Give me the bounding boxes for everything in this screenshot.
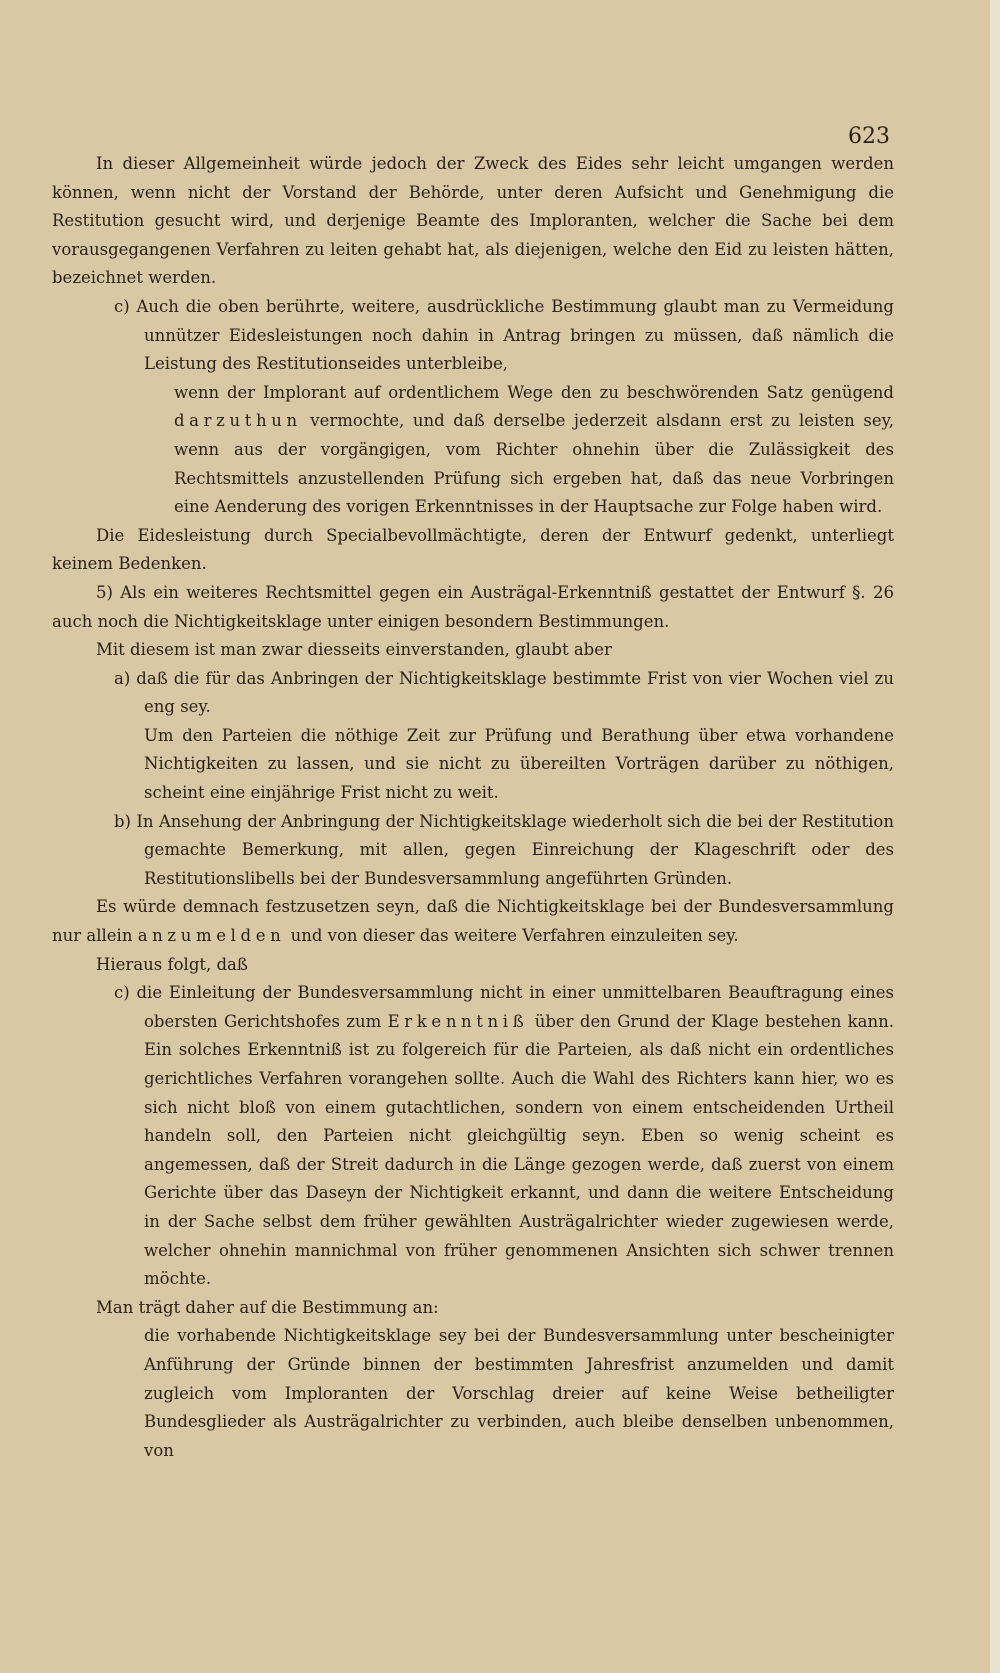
paragraph: Um den Parteien die nöthige Zeit zur Prüfung und Berathung über etwa vorhandene Nichtigkeiten zu lassen, und sie nicht zu übereilten Vorträgen darüber zu nöthigen, scheint eine einjährige Frist nicht zu weit. [144, 725, 894, 803]
list-item-a: a) daß die für das Anbringen der Nichtigkeitsklage bestimmte Frist von vier Wochen viel zu eng sey. [114, 668, 894, 717]
condition-text: wenn der Implorant auf ordentlichem Wege den zu beschwörenden Satz genügend [174, 382, 894, 402]
paragraph: Hieraus folgt, daß [96, 954, 248, 974]
paragraph: In dieser Allgemeinheit würde jedoch der Zweck des Eides sehr leicht umgangen werden können, wenn nicht der Vorstand der Behörde, unter deren Aufsicht und Genehmigung die Restitution gesucht wird, und derjenige Beamte des Imploranten, welcher die Sache bei dem vorausgegangenen Verfahren zu leiten gehabt hat, als diejenigen, welche den Eid zu leisten hätten, bezeichnet werden. [52, 154, 894, 288]
list-item-b: b) In Ansehung der Anbringung der Nichtigkeitsklage wiederholt sich die bei der Restitution gemachte Bemerkung, mit allen, gegen Einreichung der Klageschrift oder des Restitutionslibells bei der Bundesversammlung angeführten Gründen. [114, 811, 894, 888]
paragraph: 5) Als ein weiteres Rechtsmittel gegen ein Austrägal-Erkenntniß gestattet der Entwurf §. 26 auch noch die Nichtigkeitsklage unter einigen besondern Bestimmungen. [52, 582, 894, 631]
paragraph: Man trägt daher auf die Bestimmung an: [96, 1297, 439, 1317]
paragraph: Die Eidesleistung durch Specialbevollmächtigte, deren der Entwurf gedenkt, unterliegt keinem Bedenken. [52, 525, 894, 574]
paragraph [52, 893, 894, 950]
emphasis-text: anzumelden [137, 926, 286, 946]
paragraph-text: und von dieser das weitere Verfahren einzuleiten sey. [290, 926, 739, 946]
emphasis-text: darzuthun [174, 411, 302, 431]
paragraph: Mit diesem ist man zwar diesseits einverstanden, glaubt aber [96, 640, 612, 660]
body-text [52, 150, 894, 1465]
list-text: c) die Einleitung der Bundesversammlung nicht in einer unmittelbaren Beauftragung eines obersten Gerichtshofes zum [114, 983, 894, 1031]
emphasis-text: Erkenntniß [387, 1011, 529, 1031]
list-text: über den Grund der Klage bestehen kann. Ein solches Erkenntniß ist zu folgereich für die Parteien, als daß nicht ein ordentliches gerichtliches Verfahren vorangehen sollte. Auch die Wahl des Richters kann hier, wo es sich nicht bloß von einem gutachtlichen, sondern von einem entscheidenden Urtheil handeln soll, den Parteien nicht gleichgültig seyn. Eben so wenig scheint es angemessen, daß der Streit dadurch in die Länge gezogen werde, daß zuerst von einem Gerichte über das Daseyn der Nichtigkeit erkannt, und dann die weitere Entscheidung in der Sache selbst dem früher gewählten Austrägalrichter wieder zugewiesen werde, welcher ohnehin mannichmal von früher genommenen Ansichten sich schwer trennen möchte. [144, 1011, 895, 1289]
list-item-c: c) Auch die oben berührte, weitere, ausdrückliche Bestimmung glaubt man zu Vermeidung unnützer Eidesleistungen noch dahin in Antrag bringen zu müssen, daß nämlich die Leistung des Restitutionseides unterbleibe, [114, 296, 894, 374]
condition-paragraph [52, 379, 894, 522]
paragraph-text: Es würde demnach festzusetzen seyn, daß die Nichtigkeitsklage bei der Bundesversammlung nur allein [52, 897, 894, 946]
page-number: 623 [848, 124, 890, 149]
paragraph: die vorhabende Nichtigkeitsklage sey bei der Bundesversammlung unter bescheinigter Anführung der Gründe binnen der bestimmten Jahresfrist anzumelden und damit zugleich vom Imploranten der Vorschlag dreier auf keine Weise betheiligter Bundesglieder als Austrägalrichter zu verbinden, auch bleibe denselben unbenommen, von [144, 1326, 894, 1460]
scan-edge [990, 0, 1000, 1673]
list-item-c2 [52, 979, 894, 1294]
condition-text: vermochte, und daß derselbe jederzeit alsdann erst zu leisten sey, wenn aus der vorgängigen, vom Richter ohnehin über die Zulässigkeit des Rechtsmittels anzustellenden Prüfung sich ergeben hat, daß das neue Vorbringen eine Aenderung des vorigen Erkenntnisses in der Hauptsache zur Folge haben wird. [174, 411, 894, 517]
